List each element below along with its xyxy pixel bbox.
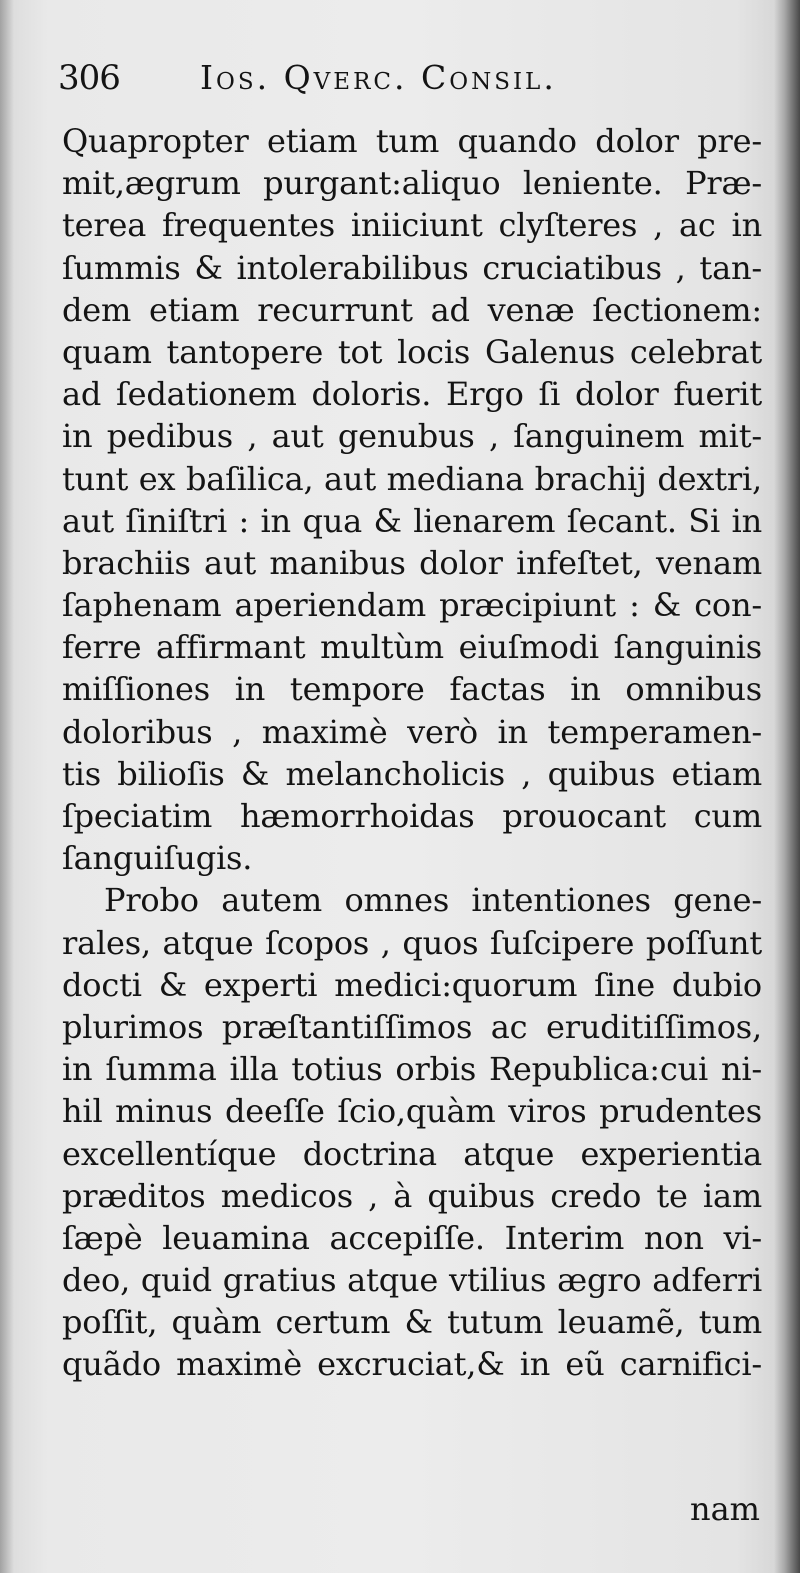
page-header: [58, 58, 760, 118]
catchword: nam: [689, 1490, 760, 1528]
running-head: Ios. Qverc. Consil.: [200, 58, 557, 97]
text-line: rales, atque ſcopos , quos ſuſcipere poſſunt: [62, 923, 762, 962]
text-line: ſaphenam aperiendam præcipiunt : & con-: [62, 586, 762, 625]
text-line: terea frequentes iniiciunt clyſteres , ac in: [62, 206, 762, 245]
text-line: poſſit, quàm certum & tutum leuamẽ, tum: [62, 1303, 762, 1342]
body-text: [62, 120, 762, 1386]
page-number: 306: [58, 58, 120, 98]
text-line: Quapropter etiam tum quando dolor pre-: [62, 122, 762, 160]
text-line: ſpeciatim hæmorrhoidas prouocant cum: [62, 797, 762, 835]
text-line: mit,ægrum purgant:aliquo leniente. Præ-: [62, 164, 762, 203]
text-line: præditos medicos , à quibus credo te iam: [62, 1176, 762, 1215]
text-line: miſſiones in tempore factas in omnibus: [62, 670, 762, 709]
text-line: aut ſiniſtri : in qua & lienarem ſecant. Si in: [62, 501, 762, 540]
page-edge-shadow: [774, 0, 800, 1573]
page-gutter-shadow: [0, 0, 14, 1573]
paragraph-end-line: ſanguiſugis.: [62, 839, 253, 878]
text-line: ferre affirmant multùm eiuſmodi ſanguinis: [62, 628, 762, 667]
text-line: brachiis aut manibus dolor infeſtet, venam: [62, 543, 762, 582]
text-line: tis bilioſis & melancholicis , quibus etiam: [62, 754, 762, 793]
text-line: ſæpè leuamina accepiſſe. Interim non vi-: [62, 1218, 762, 1257]
text-line: excellentíque doctrina atque experientia: [62, 1134, 762, 1173]
text-line: tunt ex baſilica, aut mediana brachij dextri,: [62, 459, 762, 498]
text-line: in pedibus , aut genubus , ſanguinem mit-: [62, 417, 762, 456]
text-line: doloribus , maximè verò in temperamen-: [62, 712, 762, 751]
text-line: ad ſedationem doloris. Ergo ſi dolor fuerit: [62, 375, 762, 414]
paragraph-start-line: Probo autem omnes intentiones gene-: [104, 881, 762, 920]
text-line: quam tantopere tot locis Galenus celebrat: [62, 332, 762, 371]
text-line: dem etiam recurrunt ad venæ ſectionem:: [62, 290, 762, 329]
text-line: quãdo maximè excruciat,& in eũ carnifici-: [62, 1345, 762, 1384]
text-line: deo, quid gratius atque vtilius ægro adferri: [62, 1261, 762, 1300]
text-line: hil minus deeſſe ſcio,quàm viros prudentes: [62, 1092, 762, 1131]
text-line: docti & experti medici:quorum ſine dubio: [62, 965, 762, 1004]
text-line: ſummis & intolerabilibus cruciatibus , tan-: [62, 248, 762, 287]
text-line: in ſumma illa totius orbis Republica:cui ni-: [62, 1050, 762, 1089]
text-line: plurimos præſtantiſſimos ac eruditiſſimos,: [62, 1007, 762, 1046]
